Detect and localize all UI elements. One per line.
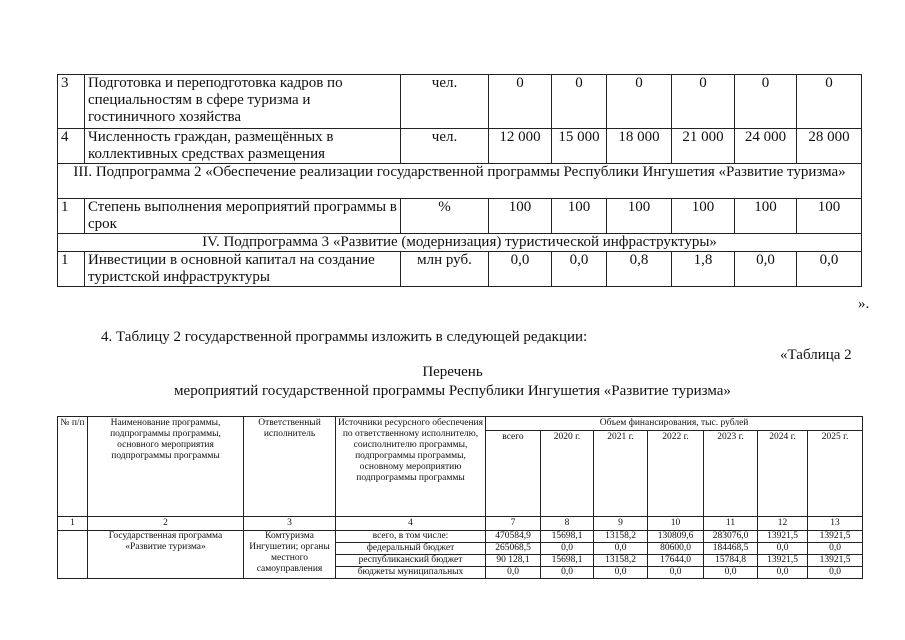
value-cell: 100 bbox=[552, 199, 607, 234]
row-number: 1 bbox=[58, 199, 85, 234]
value-cell: 470584,9 bbox=[486, 531, 541, 543]
value-cell: 0,0 bbox=[594, 567, 648, 579]
value-cell: 0,8 bbox=[607, 252, 672, 287]
executor: Комтуризма Ингушетии; органы местного самоуправления bbox=[244, 531, 336, 579]
section-header-row bbox=[58, 164, 862, 199]
value-cell: 90 128,1 bbox=[486, 555, 541, 567]
value-cell: 100 bbox=[672, 199, 735, 234]
table-row bbox=[58, 75, 862, 129]
value-cell: 0,0 bbox=[541, 567, 594, 579]
indicator-name: Степень выполнения мероприятий программы в срок bbox=[85, 199, 401, 234]
value-cell: 1,8 bbox=[672, 252, 735, 287]
indicators-table bbox=[57, 74, 862, 287]
index-cell: 8 bbox=[541, 517, 594, 531]
value-cell: 0 bbox=[552, 75, 607, 129]
section-title: IV. Подпрограмма 3 «Развитие (модернизация) туристической инфраструктуры» bbox=[58, 234, 862, 252]
table-row bbox=[58, 531, 863, 543]
value-cell: 100 bbox=[735, 199, 797, 234]
indicator-name: Инвестиции в основной капитал на создание туристской инфраструктуры bbox=[85, 252, 401, 287]
value-cell: 0,0 bbox=[648, 567, 704, 579]
row-number: 1 bbox=[58, 252, 85, 287]
index-cell: 9 bbox=[594, 517, 648, 531]
index-cell: 12 bbox=[758, 517, 808, 531]
source-label: бюджеты муниципальных bbox=[336, 567, 486, 579]
value-cell: 17644,0 bbox=[648, 555, 704, 567]
source-label: федеральный бюджет bbox=[336, 543, 486, 555]
value-cell: 15698,1 bbox=[541, 555, 594, 567]
index-row bbox=[58, 517, 863, 531]
value-cell: 0 bbox=[797, 75, 862, 129]
index-cell: 10 bbox=[648, 517, 704, 531]
indicator-name: Подготовка и переподготовка кадров по специальностям в сфере туризма и гостиничного хозяйства bbox=[85, 75, 401, 129]
header-num: № п/п bbox=[58, 417, 88, 517]
header-row bbox=[58, 417, 863, 431]
value-cell: 13158,2 bbox=[594, 531, 648, 543]
value-cell: 12 000 bbox=[489, 129, 552, 164]
value-cell: 0 bbox=[735, 75, 797, 129]
index-cell: 7 bbox=[486, 517, 541, 531]
value-cell: 21 000 bbox=[672, 129, 735, 164]
value-cell: 0,0 bbox=[735, 252, 797, 287]
year-header: 2021 г. bbox=[594, 431, 648, 517]
value-cell: 0 bbox=[672, 75, 735, 129]
paragraph: 4. Таблицу 2 государственной программы изложить в следующей редакции: bbox=[101, 329, 588, 345]
value-cell: 13158,2 bbox=[594, 555, 648, 567]
value-cell: 28 000 bbox=[797, 129, 862, 164]
value-cell: 265068,5 bbox=[486, 543, 541, 555]
year-header: 2024 г. bbox=[758, 431, 808, 517]
value-cell: 0,0 bbox=[808, 567, 863, 579]
list-title-line-1: Перечень bbox=[422, 364, 483, 380]
value-cell: 0,0 bbox=[594, 543, 648, 555]
index-cell: 11 bbox=[704, 517, 758, 531]
header-funding: Объем финансирования, тыс. рублей bbox=[486, 417, 863, 431]
value-cell: 0,0 bbox=[758, 543, 808, 555]
value-cell: 100 bbox=[607, 199, 672, 234]
table-row bbox=[58, 252, 862, 287]
value-cell: 100 bbox=[489, 199, 552, 234]
closing-quote: ». bbox=[858, 296, 870, 312]
value-cell: 0,0 bbox=[758, 567, 808, 579]
value-cell: 15 000 bbox=[552, 129, 607, 164]
row-number: 4 bbox=[58, 129, 85, 164]
table-row bbox=[58, 199, 862, 234]
source-label: республиканский бюджет bbox=[336, 555, 486, 567]
value-cell: 15698,1 bbox=[541, 531, 594, 543]
list-title bbox=[0, 363, 905, 401]
index-cell: 13 bbox=[808, 517, 863, 531]
year-header: 2020 г. bbox=[541, 431, 594, 517]
index-cell: 3 bbox=[244, 517, 336, 531]
unit: чел. bbox=[401, 129, 489, 164]
index-cell: 2 bbox=[88, 517, 244, 531]
indicator-name: Численность граждан, размещённых в коллективных средствах размещения bbox=[85, 129, 401, 164]
value-cell: 0,0 bbox=[541, 543, 594, 555]
unit: млн руб. bbox=[401, 252, 489, 287]
header-executor: Ответственный исполнитель bbox=[244, 417, 336, 517]
section-header-row bbox=[58, 234, 862, 252]
year-header: 2025 г. bbox=[808, 431, 863, 517]
row-number: 3 bbox=[58, 75, 85, 129]
value-cell: 13921,5 bbox=[808, 531, 863, 543]
index-cell: 1 bbox=[58, 517, 88, 531]
value-cell: 283076,0 bbox=[704, 531, 758, 543]
unit: чел. bbox=[401, 75, 489, 129]
value-cell: 80600,0 bbox=[648, 543, 704, 555]
value-cell: 0,0 bbox=[552, 252, 607, 287]
table-label: «Таблица 2 bbox=[780, 347, 852, 363]
row-number bbox=[58, 531, 88, 579]
value-cell: 13921,5 bbox=[758, 531, 808, 543]
measures-table bbox=[57, 416, 863, 579]
value-cell: 184468,5 bbox=[704, 543, 758, 555]
value-cell: 24 000 bbox=[735, 129, 797, 164]
section-title: III. Подпрограмма 2 «Обеспечение реализации государственной программы Республики Ингушетия «Развитие туризма» bbox=[58, 164, 862, 199]
value-cell: 0 bbox=[489, 75, 552, 129]
source-label: всего, в том числе: bbox=[336, 531, 486, 543]
unit: % bbox=[401, 199, 489, 234]
value-cell: 13921,5 bbox=[758, 555, 808, 567]
header-sources: Источники ресурсного обеспечения по ответственному исполнителю, соисполнителю программы, подпрограммы программы, основному мероприятию подпрограммы программы bbox=[336, 417, 486, 517]
value-cell: 15784,8 bbox=[704, 555, 758, 567]
year-header: всего bbox=[486, 431, 541, 517]
value-cell: 100 bbox=[797, 199, 862, 234]
value-cell: 13921,5 bbox=[808, 555, 863, 567]
table-row bbox=[58, 129, 862, 164]
value-cell: 0 bbox=[607, 75, 672, 129]
year-header: 2022 г. bbox=[648, 431, 704, 517]
value-cell: 0,0 bbox=[797, 252, 862, 287]
value-cell: 0,0 bbox=[489, 252, 552, 287]
list-title-line-2: мероприятий государственной программы Республики Ингушетия «Развитие туризма» bbox=[174, 383, 731, 399]
header-name: Наименование программы, подпрограммы программы, основного мероприятия подпрограммы программы bbox=[88, 417, 244, 517]
index-cell: 4 bbox=[336, 517, 486, 531]
value-cell: 0,0 bbox=[486, 567, 541, 579]
value-cell: 130809,6 bbox=[648, 531, 704, 543]
program-name: Государственная программа «Развитие туризма» bbox=[88, 531, 244, 579]
value-cell: 18 000 bbox=[607, 129, 672, 164]
year-header: 2023 г. bbox=[704, 431, 758, 517]
value-cell: 0,0 bbox=[808, 543, 863, 555]
value-cell: 0,0 bbox=[704, 567, 758, 579]
